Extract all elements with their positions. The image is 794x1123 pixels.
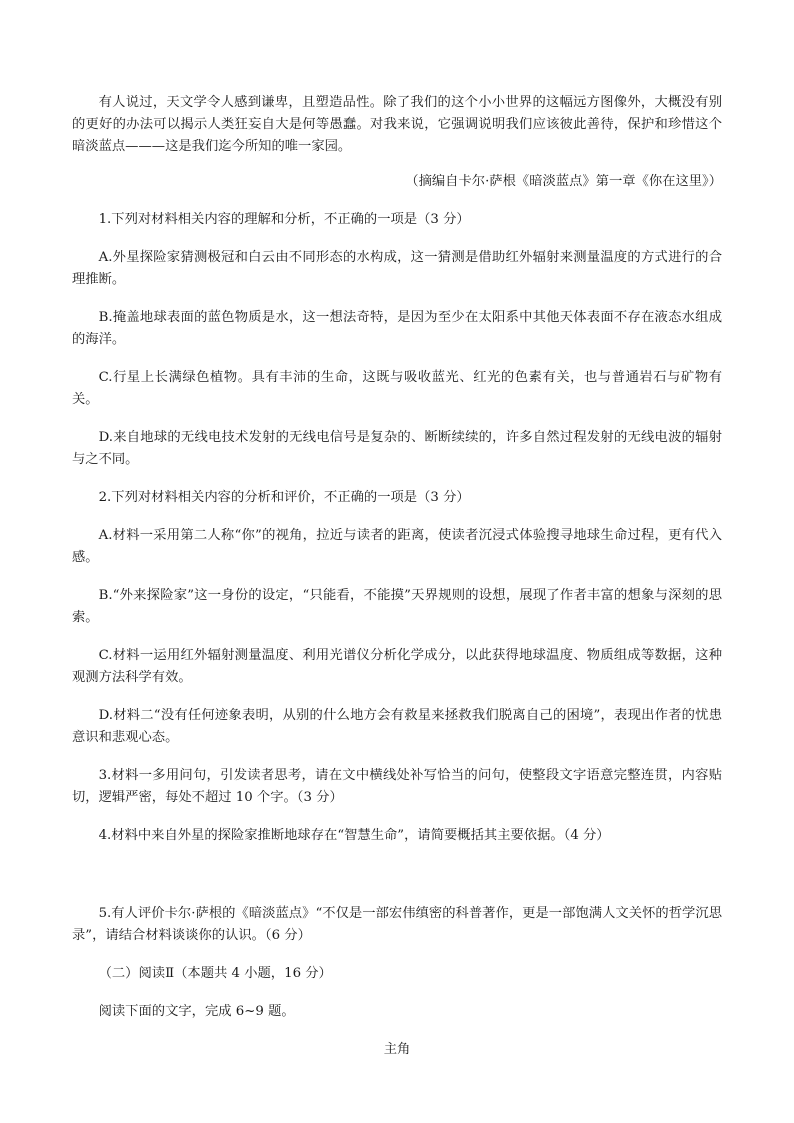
- question-3: 3.材料一多用问句，引发读者思考，请在文中横线处补写恰当的问句，使整段文字语意完整连贯，内容贴切，逻辑严密，每处不超过 10 个字。（3 分）: [72, 768, 722, 805]
- source-citation: （摘编自卡尔·萨根《暗淡蓝点》第一章《你在这里》）: [405, 174, 722, 189]
- document-page: [72, 92, 722, 1061]
- question-4: 4.材料中来自外星的探险家推断地球存在“智慧生命”，请简要概括其主要依据。（4 分）: [98, 828, 610, 843]
- story-title: 主角: [383, 1042, 411, 1057]
- question-1-option-d: D.来自地球的无线电技术发射的无线电信号是复杂的、断断续续的，许多自然过程发射的无线电波的辐射与之不同。: [72, 430, 722, 467]
- question-2-option-a: A.材料一采用第二人称“你”的视角，拉近与读者的距离，使读者沉浸式体验搜寻地球生命过程，更有代入感。: [72, 528, 722, 565]
- question-2-stem: 2.下列对材料相关内容的分析和评价，不正确的一项是（3 分）: [98, 490, 470, 505]
- question-5: 5.有人评价卡尔·萨根的《暗淡蓝点》“不仅是一部宏伟缜密的科普著作，更是一部饱满人文关怀的哲学沉思录”，请结合材料谈谈你的认识。（6 分）: [72, 906, 722, 943]
- intro-paragraph: 有人说过，天文学令人感到谦卑，且塑造品性。除了我们的这个小小世界的这幅远方图像外，大概没有别的更好的办法可以揭示人类狂妄自大是何等愚蠢。对我来说，它强调说明我们应该彼此善待，保护和珍惜这个暗淡蓝点———这是我们迄今所知的唯一家园。: [72, 95, 722, 154]
- question-1-option-b: B.掩盖地球表面的蓝色物质是水，这一想法奇特，是因为至少在太阳系中其他天体表面不存在液态水组成的海洋。: [72, 310, 722, 347]
- section-2-heading: （二）阅读Ⅱ（本题共 4 小题，16 分）: [98, 966, 332, 981]
- question-1-stem: 1.下列对材料相关内容的理解和分析，不正确的一项是（3 分）: [98, 212, 470, 227]
- question-1-option-c: C.行星上长满绿色植物。具有丰沛的生命，这既与吸收蓝光、红光的色素有关，也与普通岩石与矿物有关。: [72, 370, 722, 407]
- section-2-instruction: 阅读下面的文字，完成 6~9 题。: [98, 1004, 295, 1019]
- question-1-option-a: A.外星探险家猜测极冠和白云由不同形态的水构成，这一猜测是借助红外辐射来测量温度的方式进行的合理推断。: [72, 250, 722, 287]
- question-2-option-c: C.材料一运用红外辐射测量温度、利用光谱仪分析化学成分，以此获得地球温度、物质组成等数据，这种观测方法科学有效。: [72, 648, 722, 685]
- question-2-option-d: D.材料二“没有任何迹象表明，从别的什么地方会有救星来拯救我们脱离自己的困境”，表现出作者的忧患意识和悲观心态。: [72, 708, 722, 745]
- question-2-option-b: B.“外来探险家”这一身份的设定，“只能看，不能摸”天界规则的设想，展现了作者丰富的想象与深刻的思索。: [72, 588, 722, 625]
